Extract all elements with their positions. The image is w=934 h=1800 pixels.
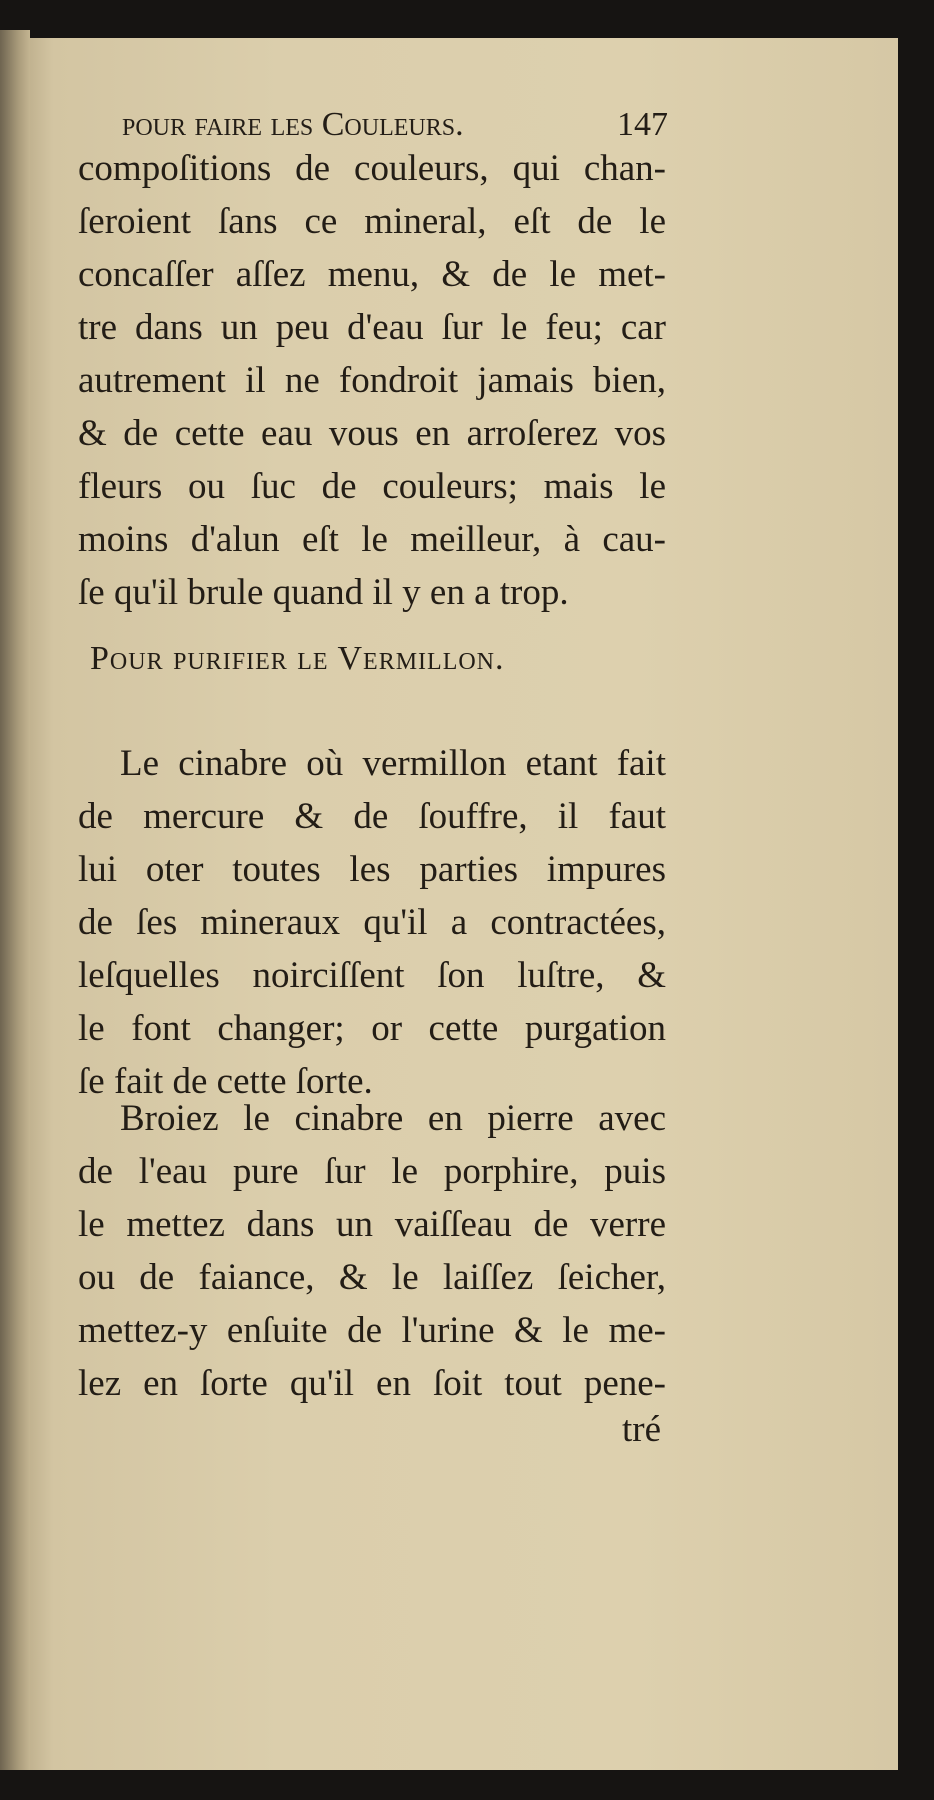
text-line: de mercure & de ſouffre, il faut xyxy=(78,796,666,837)
text-line: ſeroient ſans ce mineral, eſt de le xyxy=(78,201,666,242)
text-line: lui oter toutes les parties impures xyxy=(78,849,666,890)
text-line: Le cinabre où vermillon etant fait xyxy=(120,743,666,784)
text-line: le font changer; or cette purgation xyxy=(78,1008,666,1049)
text-line: de l'eau pure ſur le porphire, puis xyxy=(78,1151,666,1192)
section-heading: Pour purifier le Vermillon. xyxy=(90,640,505,677)
text-line: tre dans un peu d'eau ſur le feu; car xyxy=(78,307,666,348)
text-line: lez en ſorte qu'il en ſoit tout pene- xyxy=(78,1363,666,1404)
text-line: compoſitions de couleurs, qui chan- xyxy=(78,148,666,189)
page-number: 147 xyxy=(617,106,668,143)
text-line: Broiez le cinabre en pierre avec xyxy=(120,1098,666,1139)
text-line: ou de faiance, & le laiſſez ſeicher, xyxy=(78,1257,666,1298)
text-line: autrement il ne fondroit jamais bien, xyxy=(78,360,666,401)
page-gutter-edge xyxy=(0,30,30,1770)
text-line: ſe qu'il brule quand il y en a trop. xyxy=(78,572,569,613)
text-line: de ſes mineraux qu'il a contractées, xyxy=(78,902,666,943)
running-header xyxy=(122,106,668,144)
text-line: concaſſer aſſez menu, & de le met- xyxy=(78,254,666,295)
text-line: moins d'alun eſt le meilleur, à cau- xyxy=(78,519,666,560)
text-line: mettez-y enſuite de l'urine & le me- xyxy=(78,1310,666,1351)
running-head-title: pour faire les Couleurs. xyxy=(122,106,464,143)
text-line: ſe fait de cette ſorte. xyxy=(78,1061,373,1102)
text-line: le mettez dans un vaiſſeau de verre xyxy=(78,1204,666,1245)
text-line: leſquelles noirciſſent ſon luſtre, & xyxy=(78,955,666,996)
catchword: tré xyxy=(622,1409,662,1450)
text-line: fleurs ou ſuc de couleurs; mais le xyxy=(78,466,666,507)
text-line: & de cette eau vous en arroſerez vos xyxy=(78,413,666,454)
